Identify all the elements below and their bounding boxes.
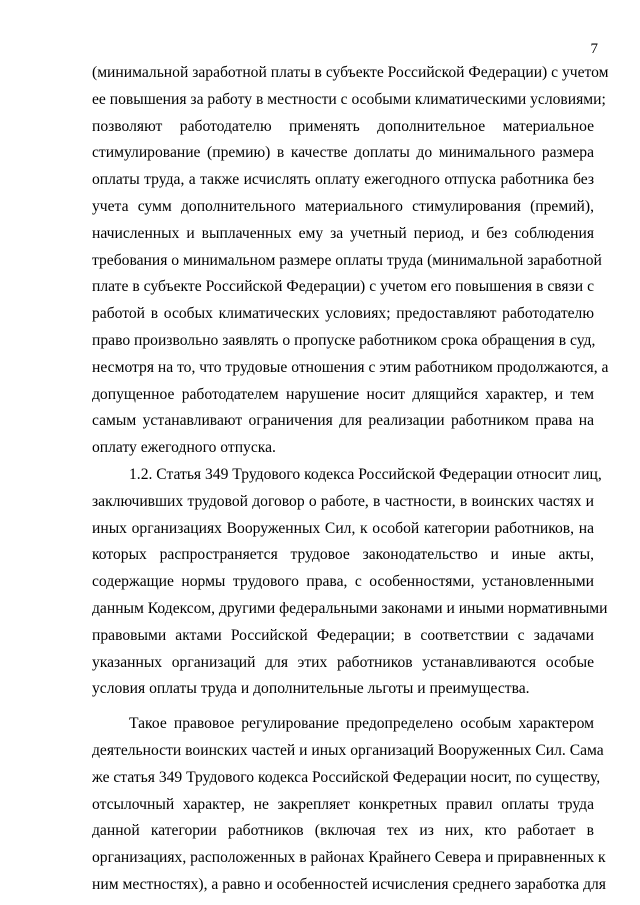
text-line: деятельности воинских частей и иных организаций Вооруженных Сил. Сама [92, 741, 604, 759]
document-body [92, 60, 609, 899]
text-line: правовыми актами Российской Федерации; в соответствии с задачами [92, 626, 594, 644]
text-line: данным Кодексом, другими федеральными законами и иными нормативными [92, 599, 608, 617]
text-line: же статья 349 Трудового кодекса Российской Федерации носит, по существу, [92, 768, 601, 786]
text-line: оплату ежегодного отпуска. [92, 439, 276, 457]
text-line: (минимальной заработной платы в субъекте Российской Федерации) с учетом [92, 64, 609, 81]
text-line: плате в субъекте Российской Федерации) с учетом его повышения в связи с [92, 278, 594, 296]
text-line: допущенное работодателем нарушение носит длящийся характер, и тем [92, 385, 594, 403]
text-line: несмотря на то, что трудовые отношения с этим работником продолжаются, а [92, 358, 609, 376]
text-line: содержащие нормы трудового права, с особенностями, установленными [92, 573, 594, 591]
text-line: данной категории работников (включая тех из них, кто работает в [92, 822, 594, 840]
text-line: условия оплаты труда и дополнительные льготы и преимущества. [92, 680, 530, 698]
text-line: начисленных и выплаченных ему за учетный период, и без соблюдения [92, 224, 594, 242]
paragraph-2 [92, 462, 608, 703]
paragraph-1 [92, 60, 609, 462]
text-line: учета сумм дополнительного материального стимулирования (премий), [92, 197, 594, 215]
text-line: иных организациях Вооруженных Сил, к особой категории работников, на [92, 519, 594, 537]
text-line: заключивших трудовой договор о работе, в частности, в воинских частях и [92, 492, 594, 510]
text-line: ним местностях), а равно и особенностей исчисления среднего заработка для [92, 875, 606, 893]
text-line: позволяют работодателю применять дополнительное материальное [92, 117, 594, 135]
text-line: право произвольно заявлять о пропуске работником срока обращения в суд, [92, 331, 596, 349]
page-number: 7 [590, 41, 598, 57]
text-line: требования о минимальном размере оплаты труда (минимальной заработной [92, 251, 602, 269]
text-line: оплаты труда, а также исчислять оплату ежегодного отпуска работника без [92, 171, 594, 189]
text-line: которых распространяется трудовое законодательство и иные акты, [92, 546, 594, 564]
text-line: отсылочный характер, не закрепляет конкретных правил оплаты труда [92, 795, 594, 813]
text-line: Такое правовое регулирование предопределено особым характером [129, 715, 594, 733]
text-line: 1.2. Статья 349 Трудового кодекса Российской Федерации относит лиц, [129, 465, 602, 483]
text-line: самым устанавливают ограничения для реализации работником права на [92, 412, 594, 430]
text-line: указанных организаций для этих работников устанавливаются особые [92, 653, 594, 671]
paragraph-3 [92, 711, 606, 899]
text-line: организациях, расположенных в районах Крайнего Севера и приравненных к [92, 849, 606, 867]
text-line: стимулирование (премию) в качестве доплаты до минимального размера [92, 144, 594, 162]
text-line: работой в особых климатических условиях; предоставляют работодателю [92, 305, 594, 323]
text-line: ее повышения за работу в местности с особыми климатическими условиями; [92, 90, 606, 108]
